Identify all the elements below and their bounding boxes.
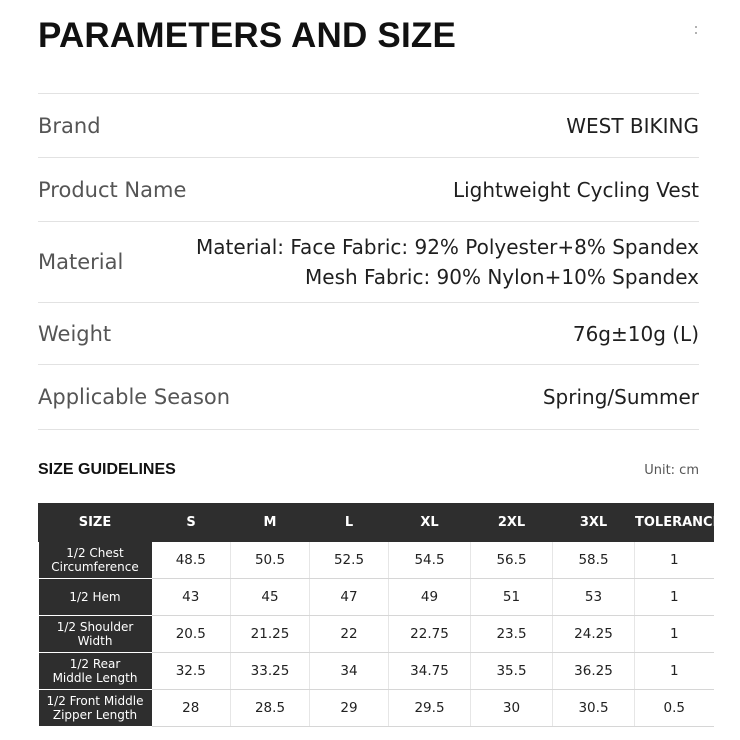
param-value-line: Material: Face Fabric: 92% Polyester+8% Spandex xyxy=(196,235,699,259)
table-cell: 22 xyxy=(310,616,389,653)
table-cell: 51 xyxy=(471,579,553,616)
row-header xyxy=(39,579,152,616)
table-cell: 47 xyxy=(310,579,389,616)
row-header xyxy=(39,616,152,653)
page-title: PARAMETERS AND SIZE xyxy=(38,16,456,55)
column-header: SIZE xyxy=(39,504,152,542)
param-row-weight xyxy=(38,303,699,365)
table-row xyxy=(39,542,714,579)
table-cell: 1 xyxy=(635,542,714,579)
table-cell: 45 xyxy=(231,579,310,616)
param-label: Product Name xyxy=(38,177,187,202)
row-header-line: Circumference xyxy=(51,560,139,574)
row-header-line: 1/2 Shoulder xyxy=(56,620,134,634)
size-table xyxy=(38,503,722,727)
column-header: 2XL xyxy=(471,504,553,542)
table-cell: 29 xyxy=(310,690,389,727)
table-cell: 33.25 xyxy=(231,653,310,690)
table-cell: 29.5 xyxy=(389,690,471,727)
row-header-line: Middle Length xyxy=(52,671,138,685)
row-header xyxy=(39,542,152,579)
column-header: M xyxy=(231,504,310,542)
table-cell: 50.5 xyxy=(231,542,310,579)
column-header: L xyxy=(310,504,389,542)
param-label: Material xyxy=(38,250,124,274)
table-cell: 22.75 xyxy=(389,616,471,653)
table-cell: 20.5 xyxy=(152,616,231,653)
param-value xyxy=(566,111,699,141)
table-cell: 34 xyxy=(310,653,389,690)
param-value xyxy=(573,319,699,349)
table-cell: 30 xyxy=(471,690,553,727)
table-cell: 28.5 xyxy=(231,690,310,727)
param-value-line: 76g±10g (L) xyxy=(572,321,699,346)
param-value xyxy=(453,175,699,205)
table-cell: 34.75 xyxy=(389,653,471,690)
table-cell: 54.5 xyxy=(389,542,471,579)
param-value-line: WEST BIKING xyxy=(566,113,699,138)
unit-label: Unit: cm xyxy=(644,463,699,478)
param-value-line: Spring/Summer xyxy=(542,385,699,409)
table-row xyxy=(39,653,714,690)
table-row xyxy=(39,579,714,616)
column-header: XL xyxy=(389,504,471,542)
table-row xyxy=(39,616,714,653)
row-header-line: 1/2 Front Middle xyxy=(46,694,144,708)
table-cell: 56.5 xyxy=(471,542,553,579)
param-row-product-name xyxy=(38,158,699,222)
table-cell: 0.5 xyxy=(635,690,714,727)
param-value-line: Mesh Fabric: 90% Nylon+10% Spandex xyxy=(305,265,699,289)
param-row-brand xyxy=(38,94,699,158)
param-label: Weight xyxy=(38,321,112,346)
table-cell: 36.25 xyxy=(553,653,635,690)
param-label: Brand xyxy=(38,113,101,138)
size-table-header xyxy=(39,504,714,542)
table-cell: 28 xyxy=(152,690,231,727)
table-cell: 23.5 xyxy=(471,616,553,653)
table-cell: 1 xyxy=(635,616,714,653)
table-cell: 48.5 xyxy=(152,542,231,579)
size-guidelines-title: SIZE GUIDELINES xyxy=(38,461,176,478)
table-cell: 53 xyxy=(553,579,635,616)
row-header-line: 1/2 Rear xyxy=(69,657,121,671)
column-header: 3XL xyxy=(553,504,635,542)
param-row-material xyxy=(38,222,699,303)
column-header: S xyxy=(152,504,231,542)
row-header xyxy=(39,653,152,690)
table-cell: 49 xyxy=(389,579,471,616)
more-menu-icon[interactable] xyxy=(695,26,698,38)
param-value-line: Lightweight Cycling Vest xyxy=(452,177,699,202)
table-cell: 1 xyxy=(635,579,714,616)
row-header-line: Width xyxy=(77,634,113,648)
row-header-line: 1/2 Hem xyxy=(69,590,121,604)
parameters-list xyxy=(38,93,699,430)
table-cell: 32.5 xyxy=(152,653,231,690)
table-cell: 1 xyxy=(635,653,714,690)
row-header xyxy=(39,690,152,727)
table-cell: 35.5 xyxy=(471,653,553,690)
table-cell: 24.25 xyxy=(553,616,635,653)
table-cell: 21.25 xyxy=(231,616,310,653)
param-value xyxy=(543,382,699,412)
table-cell: 58.5 xyxy=(553,542,635,579)
table-cell: 30.5 xyxy=(553,690,635,727)
row-header-line: 1/2 Chest xyxy=(66,546,124,560)
param-label: Applicable Season xyxy=(38,385,231,409)
table-row xyxy=(39,690,714,727)
param-row-season xyxy=(38,365,699,430)
table-cell: 52.5 xyxy=(310,542,389,579)
row-header-line: Zipper Length xyxy=(52,708,138,722)
table-cell: 43 xyxy=(152,579,231,616)
param-value xyxy=(196,232,699,292)
column-header: TOLERANCE xyxy=(635,504,714,542)
